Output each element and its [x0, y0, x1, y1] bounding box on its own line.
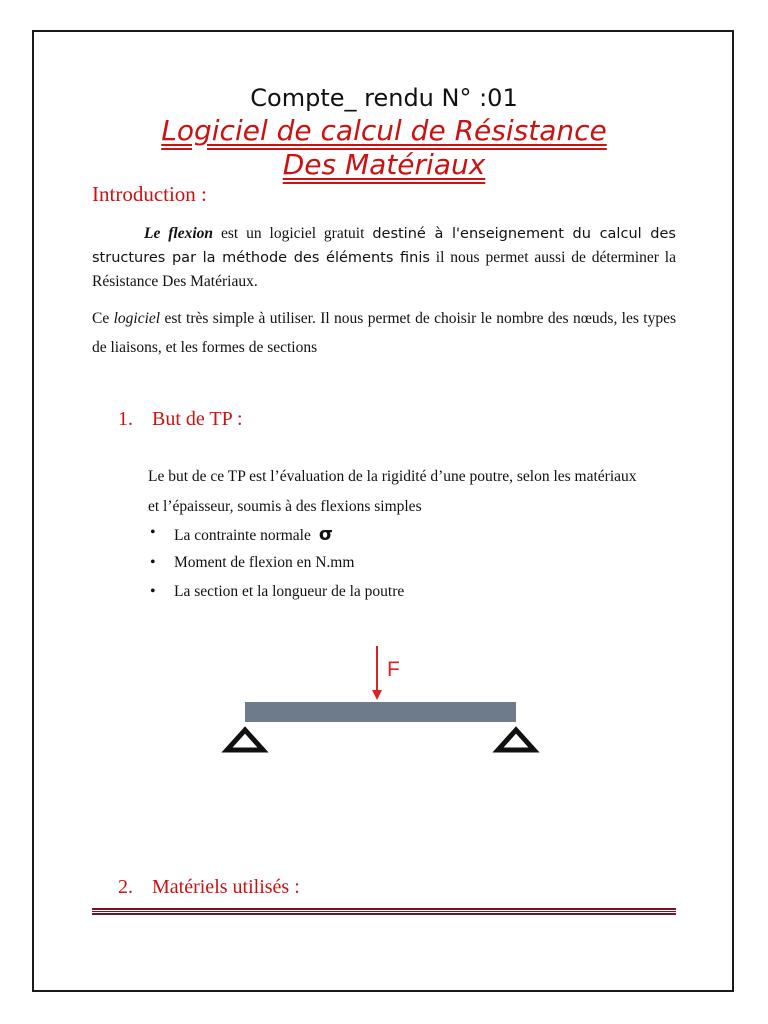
intro-paragraph-1 [92, 222, 676, 294]
intro-paragraph-2 [92, 304, 676, 362]
section-1-title: But de TP : [152, 408, 243, 430]
bullet-item: • La section et la longueur de la poutre [174, 583, 404, 601]
bottom-rule [92, 908, 676, 915]
force-label: F [387, 658, 400, 681]
section-1-heading [118, 408, 243, 431]
bullet-item [174, 524, 333, 545]
document-title [0, 114, 768, 182]
bullet-item: • Moment de flexion en N.mm [174, 554, 354, 572]
intro2-start: Ce [92, 310, 114, 327]
sigma-symbol: σ [318, 524, 333, 545]
section-1-number: 1. [118, 408, 133, 430]
title-line-1: Logiciel de calcul de Résistance [161, 114, 607, 147]
bullet-label: La contrainte normale [174, 527, 311, 544]
introduction-heading: Introduction : [92, 182, 207, 206]
section-2-heading [118, 876, 300, 899]
section-2-number: 2. [118, 876, 133, 898]
title-line-2: Des Matériaux [282, 148, 486, 181]
intro-text-sans: destiné à l'enseignement du calcul des structures par la méthode des éléments finis [92, 226, 676, 266]
intro2-italic: logiciel [113, 310, 161, 327]
intro2-rest: est très simple à utiliser. Il nous permet de choisir le nombre des nœuds, les types de liaisons, et les formes de sections [92, 310, 676, 356]
intro-text-b: il nous permet aussi de déterminer la Résistance Des Matériaux. [92, 249, 676, 290]
software-name: Le flexion [144, 225, 214, 242]
report-number: Compte_ rendu N° :01 [250, 84, 518, 112]
section-1-text: Le but de ce TP est l’évaluation de la rigidité d’une poutre, selon les matériaux et l’épaisseur, soumis à des flexions simples [148, 468, 637, 515]
intro-text-a: est un logiciel gratuit [213, 225, 373, 242]
section-2-title: Matériels utilisés : [152, 876, 300, 898]
